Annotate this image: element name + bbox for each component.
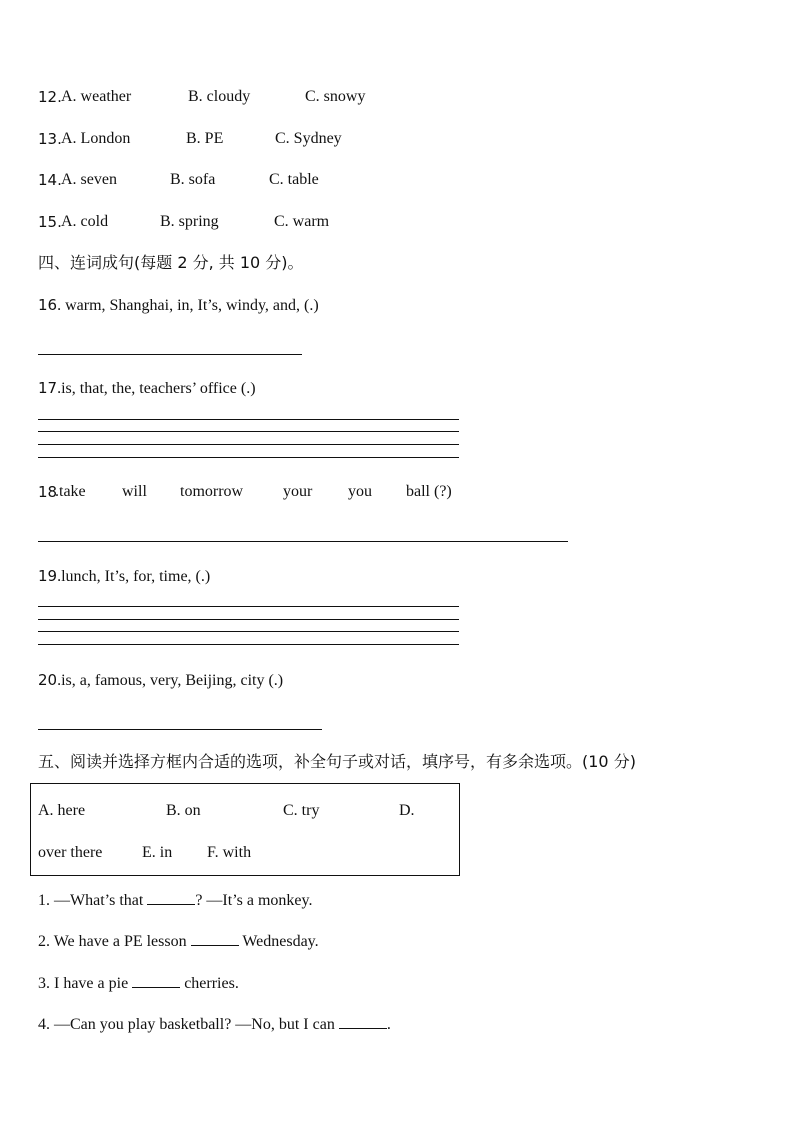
option-b: B. cloudy	[188, 88, 251, 105]
option-b: B. PE	[186, 130, 224, 147]
option-c: C. warm	[274, 213, 330, 230]
word-bank-option-f: F. with	[207, 844, 252, 861]
sentence-start: 1. —What’s that	[38, 892, 144, 909]
question-number: 16	[38, 296, 58, 314]
answer-blank[interactable]	[339, 1014, 387, 1029]
fill-question-3	[38, 973, 239, 994]
sentence-end: Wednesday.	[242, 933, 319, 950]
question-number: 15.	[38, 213, 62, 231]
sentence-end: ? —It’s a monkey.	[195, 892, 313, 909]
answer-line[interactable]	[38, 431, 459, 432]
question-20	[38, 670, 283, 691]
word-bank-option-a: A. here	[38, 802, 86, 819]
option-c: C. snowy	[305, 88, 366, 105]
word-will: will	[122, 483, 147, 500]
word-bank-box	[30, 783, 460, 876]
word-tomorrow: tomorrow	[180, 483, 244, 500]
option-a: A. weather	[61, 88, 132, 105]
answer-line[interactable]	[38, 606, 459, 607]
option-a: A. cold	[61, 213, 109, 230]
fill-question-4	[38, 1014, 391, 1035]
word-bank-option-d-cont: over there	[38, 844, 103, 861]
answer-line[interactable]	[38, 419, 459, 420]
sentence-start: 3. I have a pie	[38, 975, 129, 992]
word-bank-option-d: D.	[399, 802, 415, 819]
answer-line[interactable]	[38, 541, 568, 542]
option-c: C. table	[269, 171, 319, 188]
question-text: .lunch, It’s, for, time, (.)	[57, 568, 211, 585]
answer-blank[interactable]	[132, 973, 180, 988]
section-4-heading: 四、连词成句(每题 2 分, 共 10 分)。	[38, 253, 304, 272]
answer-line[interactable]	[38, 354, 302, 355]
fill-question-1	[38, 890, 312, 911]
question-text: .is, that, the, teachers’ office (.)	[57, 380, 256, 397]
sentence-start: 2. We have a PE lesson	[38, 933, 187, 950]
word-take: .take	[55, 483, 86, 500]
question-number: 12.	[38, 88, 62, 106]
question-number: 14.	[38, 171, 62, 189]
question-19	[38, 566, 210, 587]
question-number: 18	[38, 483, 58, 501]
sentence-start: 4. —Can you play basketball? —No, but I can	[38, 1016, 335, 1033]
sentence-end: .	[386, 1016, 391, 1033]
option-a: A. seven	[61, 171, 117, 188]
question-16	[38, 295, 319, 316]
answer-line[interactable]	[38, 444, 459, 445]
option-b: B. spring	[160, 213, 219, 230]
question-number: 20	[38, 671, 58, 689]
word-bank-option-b: B. on	[166, 802, 201, 819]
fill-question-2	[38, 931, 319, 952]
question-text: .is, a, famous, very, Beijing, city (.)	[57, 672, 284, 689]
question-17	[38, 378, 256, 399]
section-5-heading: 五、阅读并选择方框内合适的选项，补全句子或对话，填序号，有多余选项。(10 分)	[38, 752, 636, 771]
option-a: A. London	[61, 130, 131, 147]
word-ball: ball (?)	[406, 483, 452, 500]
answer-blank[interactable]	[191, 931, 239, 946]
word-bank-option-c: C. try	[283, 802, 320, 819]
question-number: 13.	[38, 130, 62, 148]
answer-line[interactable]	[38, 619, 459, 620]
answer-line[interactable]	[38, 644, 459, 645]
answer-line[interactable]	[38, 631, 459, 632]
answer-line[interactable]	[38, 457, 459, 458]
word-you: you	[348, 483, 372, 500]
question-number: 17	[38, 379, 58, 397]
option-c: C. Sydney	[275, 130, 342, 147]
answer-line[interactable]	[38, 729, 322, 730]
sentence-end: cherries.	[184, 975, 239, 992]
option-b: B. sofa	[170, 171, 216, 188]
word-your: your	[283, 483, 313, 500]
word-bank-option-e: E. in	[142, 844, 173, 861]
answer-blank[interactable]	[147, 890, 195, 905]
question-number: 19	[38, 567, 58, 585]
question-text: . warm, Shanghai, in, It’s, windy, and, (.)	[57, 297, 319, 314]
